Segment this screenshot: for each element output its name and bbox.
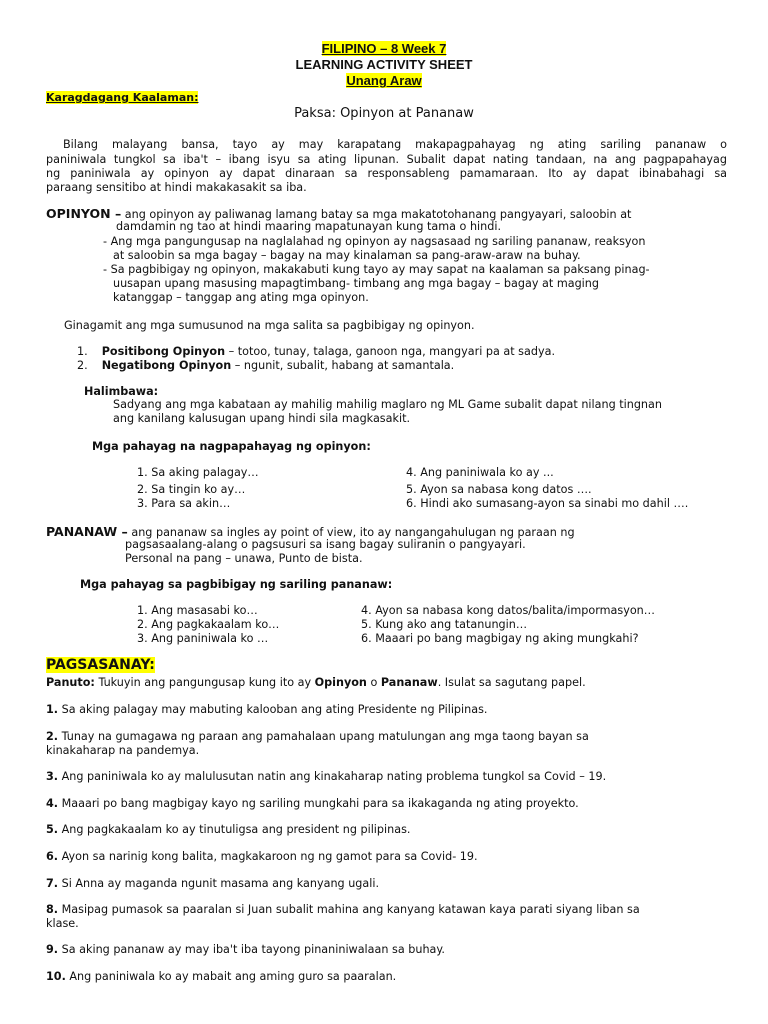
pahayag-opinyon-item: 2. Sa tingin ko ay… [137, 483, 246, 496]
exercise-item: 3. Ang paniniwala ko ay malulusutan natin ang kinakaharap nating problema tungkol sa Covid – 19. [46, 770, 607, 783]
intro-line: paniniwala tungkol sa iba't – ibang isyu sa ating lipunan. Subalit dapat nating tandaan, na ang pagpapahayag [46, 153, 727, 166]
pahayag-opinyon-item: 1. Sa aking palagay… [137, 466, 259, 479]
exercise-item: 8. Masipag pumasok sa paaralan si Juan subalit mahina ang kanyang katawan kaya parati siyang liban sa [46, 903, 640, 916]
exercise-item: 6. Ayon sa narinig kong balita, magkakaroon ng ng gamot para sa Covid- 19. [46, 850, 478, 863]
pahayag-pananaw-item: 5. Kung ako ang tatanungin… [361, 618, 528, 631]
pahayag-pananaw-item: 6. Maaari po bang magbigay ng aking mungkahi? [361, 632, 639, 645]
pahayag-pananaw-item: 3. Ang paniniwala ko … [137, 632, 269, 645]
pahayag-opinyon-item: 4. Ang paniniwala ko ay ... [406, 466, 554, 479]
pahayag-opinyon-item: 6. Hindi ako sumasang-ayon sa sinabi mo dahil …. [406, 497, 689, 510]
halimbawa-line: ang kanilang kalusugan upang hindi sila magkasakit. [113, 412, 411, 425]
exercise-item: 7. Si Anna ay maganda ngunit masama ang kanyang ugali. [46, 877, 380, 890]
pahayag-pananaw-item: 2. Ang pagkakaalam ko… [137, 618, 280, 631]
exercise-item: 4. Maaari po bang magbigay kayo ng sariling mungkahi para sa ikakaganda ng ating proyekto. [46, 797, 579, 810]
karagdagang-kaalaman: Karagdagang Kaalaman: [46, 91, 199, 104]
opinyon-line: damdamin ng tao at hindi maaring mapatunayan kung tama o hindi. [116, 220, 502, 233]
pananaw-term: PANANAW – [46, 524, 128, 539]
ginagamit-text: Ginagamit ang mga sumusunod na mga salita sa pagbibigay ng opinyon. [64, 319, 475, 332]
exercise-item-continued: klase. [46, 917, 79, 930]
header-line2: LEARNING ACTIVITY SHEET [295, 57, 473, 72]
header-line1: FILIPINO – 8 Week 7 [321, 41, 447, 56]
opinyon-line: at saloobin sa mga bagay – bagay na may kinalaman sa pang-araw-araw na buhay. [113, 249, 581, 262]
intro-line: ng paniniwala ay opinyon ay dapat dinaraan sa responsableng pamamaraan. Ito ay dapat ibinabahagi sa [46, 167, 727, 180]
paksa-title: Paksa: Opinyon at Pananaw [294, 106, 474, 121]
opinion-type-item: 1. Positibong Opinyon – totoo, tunay, talaga, ganoon nga, mangyari pa at sadya. [77, 345, 555, 358]
panuto: Panuto: Tukuyin ang pangungusap kung ito ay Opinyon o Pananaw. Isulat sa sagutang papel. [46, 676, 586, 689]
opinyon-definition: OPINYON – ang opinyon ay paliwanag lamang batay sa mga makatotohanang pangyayari, saloobin at [46, 206, 632, 221]
opinyon-line: uusapan upang masusing mapagtimbang- timbang ang mga bagay – bagay at maging [113, 277, 599, 290]
header-line3: Unang Araw [346, 73, 422, 88]
exercise-item: 1. Sa aking palagay may mabuting kalooban ang ating Presidente ng Pilipinas. [46, 703, 488, 716]
pagsasanay-title: PAGSASANAY: [46, 657, 155, 673]
pahayag-pananaw-item: 4. Ayon sa nabasa kong datos/balita/impormasyon… [361, 604, 655, 617]
pananaw-line: Personal na pang – unawa, Punto de bista. [125, 552, 363, 565]
exercise-item: 9. Sa aking pananaw ay may iba't iba tayong pinaniniwalaan sa buhay. [46, 943, 445, 956]
halimbawa-line: Sadyang ang mga kabataan ay mahilig mahilig maglaro ng ML Game subalit dapat nilang tingnan [113, 398, 662, 411]
exercise-item: 2. Tunay na gumagawa ng paraan ang pamahalaan upang matulungan ang mga taong bayan sa [46, 730, 589, 743]
pahayag-pananaw-title: Mga pahayag sa pagbibigay ng sariling pananaw: [80, 578, 393, 591]
pahayag-opinyon-title: Mga pahayag na nagpapahayag ng opinyon: [92, 440, 371, 453]
pahayag-pananaw-item: 1. Ang masasabi ko… [137, 604, 258, 617]
opinion-type-item: 2. Negatibong Opinyon – ngunit, subalit, habang at samantala. [77, 359, 455, 372]
intro-line: Bilang malayang bansa, tayo ay may karapatang makapagpahayag ng ating sariling pananaw o [63, 138, 727, 151]
opinyon-line: - Sa pagbibigay ng opinyon, makakabuti kung tayo ay may sapat na kaalaman sa paksang pinag- [103, 263, 650, 276]
pananaw-definition: PANANAW – ang pananaw sa ingles ay point of view, ito ay nangangahulugan ng paraan ng [46, 524, 575, 539]
intro-line: paraang sensitibo at hindi makakasakit sa iba. [46, 181, 307, 194]
halimbawa-label: Halimbawa: [84, 385, 159, 398]
opinyon-line: - Ang mga pangungusap na naglalahad ng opinyon ay nagsasaad ng sariling pananaw, reaksyon [103, 235, 646, 248]
opinyon-line: katanggap – tanggap ang ating mga opinyon. [113, 291, 369, 304]
exercise-item-continued: kinakaharap na pandemya. [46, 744, 200, 757]
pananaw-line: pagsasaalang-alang o pagsusuri sa isang bagay suliranin o pangyayari. [125, 538, 526, 551]
pahayag-opinyon-item: 5. Ayon sa nabasa kong datos …. [406, 483, 592, 496]
opinyon-term: OPINYON – [46, 206, 122, 221]
pahayag-opinyon-item: 3. Para sa akin… [137, 497, 231, 510]
exercise-item: 10. Ang paniniwala ko ay mabait ang aming guro sa paaralan. [46, 970, 397, 983]
exercise-item: 5. Ang pagkakaalam ko ay tinutuligsa ang president ng pilipinas. [46, 823, 411, 836]
